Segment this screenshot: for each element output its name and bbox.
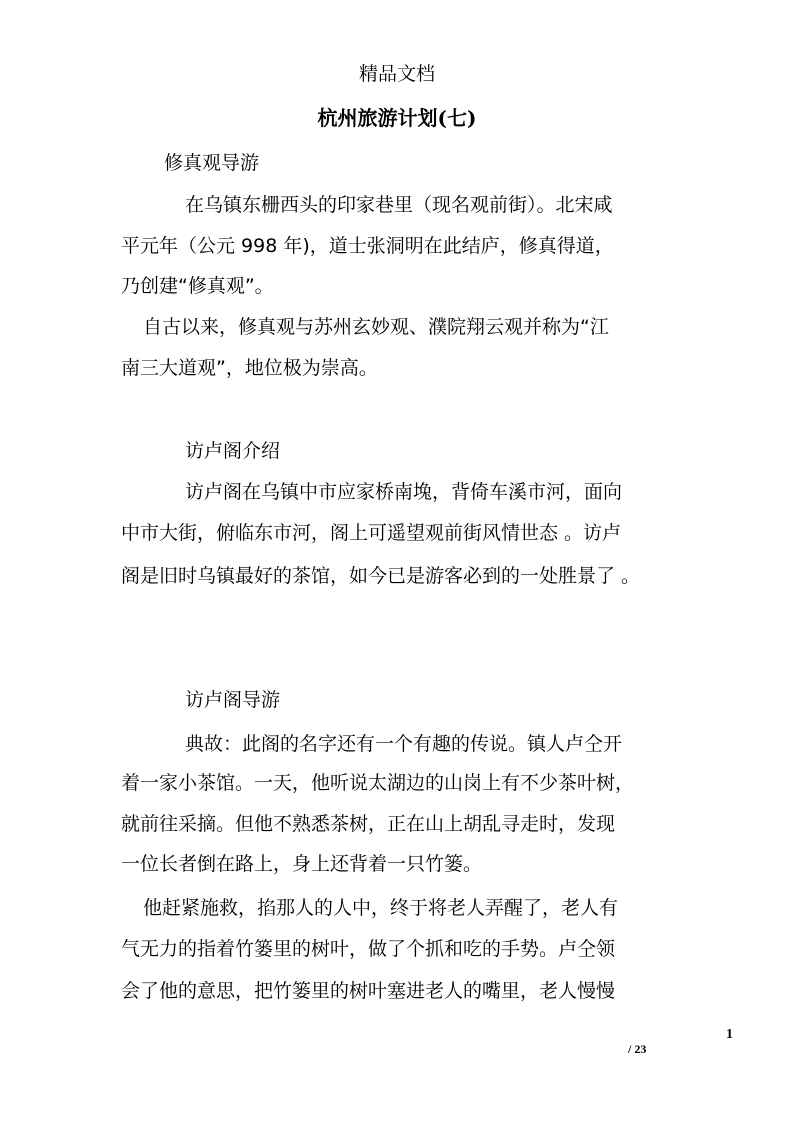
page-number: 1 — [726, 1027, 733, 1042]
body-line: 平元年（公元 998 年)，道士张洞明在此结庐，修真得道， — [121, 235, 614, 257]
body-line: 他赶紧施救，掐那人的人中，终于将老人弄醒了，老人有 — [143, 897, 619, 919]
document-title: 杭州旅游计划(七) — [317, 106, 477, 130]
body-line: 阁是旧时乌镇最好的茶馆，如今已是游客必到的一处胜景了 。 — [121, 565, 641, 587]
body-line: 气无力的指着竹篓里的树叶，做了个抓和吃的手势。卢仝领 — [121, 938, 616, 960]
body-line: 在乌镇东栅西头的印家巷里（现名观前街）。北宋咸 — [185, 194, 613, 216]
section-heading-xiuzhenguan-guide: 修真观导游 — [164, 152, 260, 174]
body-line: 中市大街，俯临东市河，阁上可遥望观前街风情世态 。访卢 — [121, 522, 622, 544]
body-line: 一位长者倒在路上，身上还背着一只竹篓。 — [121, 853, 483, 875]
body-line: 南三大道观”，地位极为崇高。 — [121, 357, 378, 379]
section-heading-fangluge-guide: 访卢阁导游 — [185, 689, 281, 711]
body-line: 会了他的意思，把竹篓里的树叶塞进老人的嘴里，老人慢慢 — [121, 980, 616, 1002]
body-line: 就前往采摘。但他不熟悉茶树，正在山上胡乱寻走时，发现 — [121, 813, 616, 835]
body-line: 典故：此阁的名字还有一个有趣的传说。镇人卢仝开 — [185, 733, 623, 755]
body-line: 访卢阁在乌镇中市应家桥南堍，背倚车溪市河，面向 — [185, 481, 623, 503]
body-line: 自古以来，修真观与苏州玄妙观、濮院翔云观并称为“江 — [143, 316, 609, 338]
body-line: 着一家小茶馆。一天，他听说太湖边的山岗上有不少茶叶树， — [121, 772, 635, 794]
document-header: 精品文档 — [358, 63, 435, 85]
section-heading-fangluge-intro: 访卢阁介绍 — [185, 440, 281, 462]
page-total: / 23 — [628, 1042, 647, 1056]
body-line: 乃创建“修真观”。 — [121, 275, 274, 297]
